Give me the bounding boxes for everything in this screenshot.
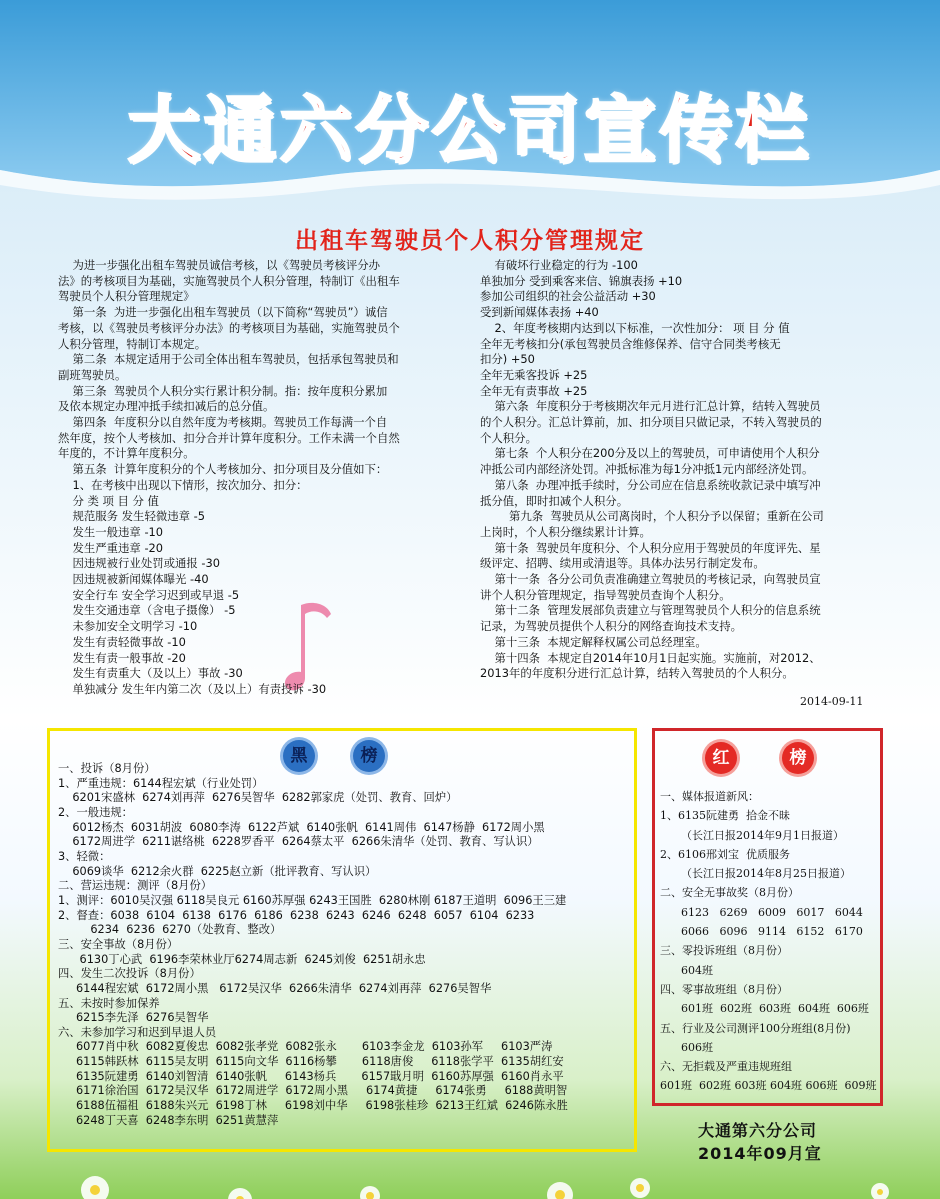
footer-company: 大通第六分公司 (698, 1121, 818, 1140)
rules-left-column: 为进一步强化出租车驾驶员诚信考核，以《驾驶员考核评分办 法》的考核项目为基础，实施驾驶员个人积分管理，特制订《出租车 驾驶员个人积分管理规定》 第一条 为进一步强化出租车驾驶员（以下简称“驾驶员”）诚信 考核，以《驾驶员考核评分办法》的考核项目为基础，实施驾驶员个 人积分管理，特制订本规定。 第二条 本规定适用于公司全体出租车驾驶员，包括承包驾驶员和 副班驾驶员。 第三条 驾驶员个人积分实行累计积分制。指：按年度积分累加 及依本规定办理冲抵手续扣减后的总分值。 第四条 年度积分以自然年度为考核期。驾驶员工作每满一个自 然年度，按个人考核加、扣分合并计算年度积分。工作未满一个自然 年度的，不计算年度积分。 第五条 计算年度积分的个人考核加分、扣分项目及分值如下： 1、在考核中出现以下情形，按次加分、扣分： 分 类 项 目 分 值 规范服务 发生轻微违章 -5 发生一般违章 -10 发生严重违章 -20 因违规被行业处罚或通报 -30 因违规被新闻媒体曝光 -40 安全行车 安全学习迟到或早退 -5 发生交通违章（含电子摄像） -5 未参加安全文明学习 -10 发生有责轻微事故 -10 发生有责一般事故 -20 发生有责重大（及以上）事故 -30 单独减分 发生年内第二次（及以上）有责投诉 -30 (58, 258, 400, 696)
black-list-badge-2: 榜 (353, 740, 385, 772)
footer-date: 2014年09月宣 (698, 1144, 822, 1163)
red-list-content: 一、媒体报道新风： 1、6135阮建勇 拾金不昧 （长江日报2014年9月1日报道） 2、6106邢刘宝 优质服务 （长江日报2014年8月25日报道） 二、安全无事故奖（8月份） 6123 6269 6009 6017 6044 6066 6096 9114 6152 6170 三、零投诉班组（8月份） 604班 四、零事故班组（8月份） 601班 602班 603班 604班 606班 五、行业及公司测评100分班组(8月份) 606班 六、无拒载及严重违规班组 601班 602班 603班 604班 606班 609班 (660, 790, 877, 1093)
red-list-badge-2: 榜 (782, 742, 814, 774)
document-date: 2014-09-11 (800, 695, 864, 708)
rules-right-column: 有破坏行业稳定的行为 -100 单独加分 受到乘客来信、锦旗表扬 +10 参加公司组织的社会公益活动 +30 受到新闻媒体表扬 +40 2、年度考核期内达到以下标准，一次性加分： 项 目 分 值 全年无考核扣分(承包驾驶员含维修保养、信守合同类考核无 扣分) +50 全年无乘客投诉 +25 全年无有责事故 +25 第六条 年度积分于考核期次年元月进行汇总计算，结转入驾驶员 的个人积分。汇总计算前，加、扣分项目只做记录，不转入驾驶员的 个人积分。 第七条 个人积分在200分及以上的驾驶员，可申请使用个人积分 冲抵公司内部经济处罚。冲抵标准为每1分冲抵1元内部经济处罚。 第八条 办理冲抵手续时，分公司应在信息系统收款记录中填写冲 抵分值，即时扣减个人积分。 第九条 驾驶员从公司离岗时，个人积分予以保留；重新在公司 上岗时，个人积分继续累计计算。 第十条 驾驶员年度积分、个人积分应用于驾驶员的年度评先、星 级评定、招聘、续用或清退等。具体办法另行制定发布。 第十一条 各分公司负责准确建立驾驶员的考核记录，向驾驶员宣 讲个人积分管理规定，指导驾驶员查询个人积分。 第十二条 管理发展部负责建立与管理驾驶员个人积分的信息系统 记录，为驾驶员提供个人积分的网络查询技术支持。 第十三条 本规定解释权属公司总经理室。 第十四条 本规定自2014年10月1日起实施。实施前，对2012、 2013年的年度积分进行汇总计算，结转入驾驶员的个人积分。 (480, 258, 824, 681)
black-list-badge-1: 黑 (283, 740, 315, 772)
black-list-content: 一、投诉（8月份） 1、严重违规：6144程宏斌（行业处罚） 6201宋盛林 6274刘再萍 6276吴智华 6282郭家虎（处罚、教育、回炉） 2、一般违规： 6012杨杰 6031胡波 6080李涛 6122芦斌 6140张帆 6141周伟 6147杨静 6172周小黑 6172周进学 6211谌络桃 6228罗香平 6264蔡太平 6266朱清华（处罚、教育、写认识） 3、轻微： 6069谈华 6212余火群 6225赵立新（批评教育、写认识） 二、营运违规：测评（8月份） 1、测评：6010吴汉强 6118吴良元 6160苏厚强 6243王国胜 6280林刚 6187王道明 6096王三建 2、督查：6038 6104 6138 6176 6186 6238 6243 6246 6248 6057 6104 6233 6234 6236 6270（处教育、整改） 三、安全事故（8月份） 6130丁心武 6196李荣林业厅6274周志新 6245刘俊 6251胡永忠 四、发生二次投诉（8月份） 6144程宏斌 6172周小黑 6172吴汉华 6266朱清华 6274刘再萍 6276吴智华 五、未按时参加保养 6215李先泽 6276吴智华 六、未参加学习和迟到早退人员 6077肖中秋 6082夏俊忠 6082张孝党 6082张永 6103李金龙 6103孙军 6103严涛 6115韩跃林 6115吴友明 6115向文华 6116杨攀 6118唐俊 6118张学平 6135胡红安 6135阮建勇 6140刘智清 6140张帆 6143杨兵 6157戢月明 6160苏厚强 6160肖永平 6171徐治国 6172吴汉华 6172周进学 6172周小黑 6174黄捷 6174张勇 6188黄明智 6188伍福祖 6188朱兴元 6198丁林 6198刘中华 6198张桂珍 6213王红斌 6246陈永胜 6248丁天喜 6248李东明 6251黄慧萍 (58, 762, 568, 1127)
red-list-badge-1: 红 (705, 742, 737, 774)
document-title: 出租车驾驶员个人积分管理规定 (295, 228, 645, 254)
page-title: 大通六分公司宣传栏 (127, 88, 812, 172)
